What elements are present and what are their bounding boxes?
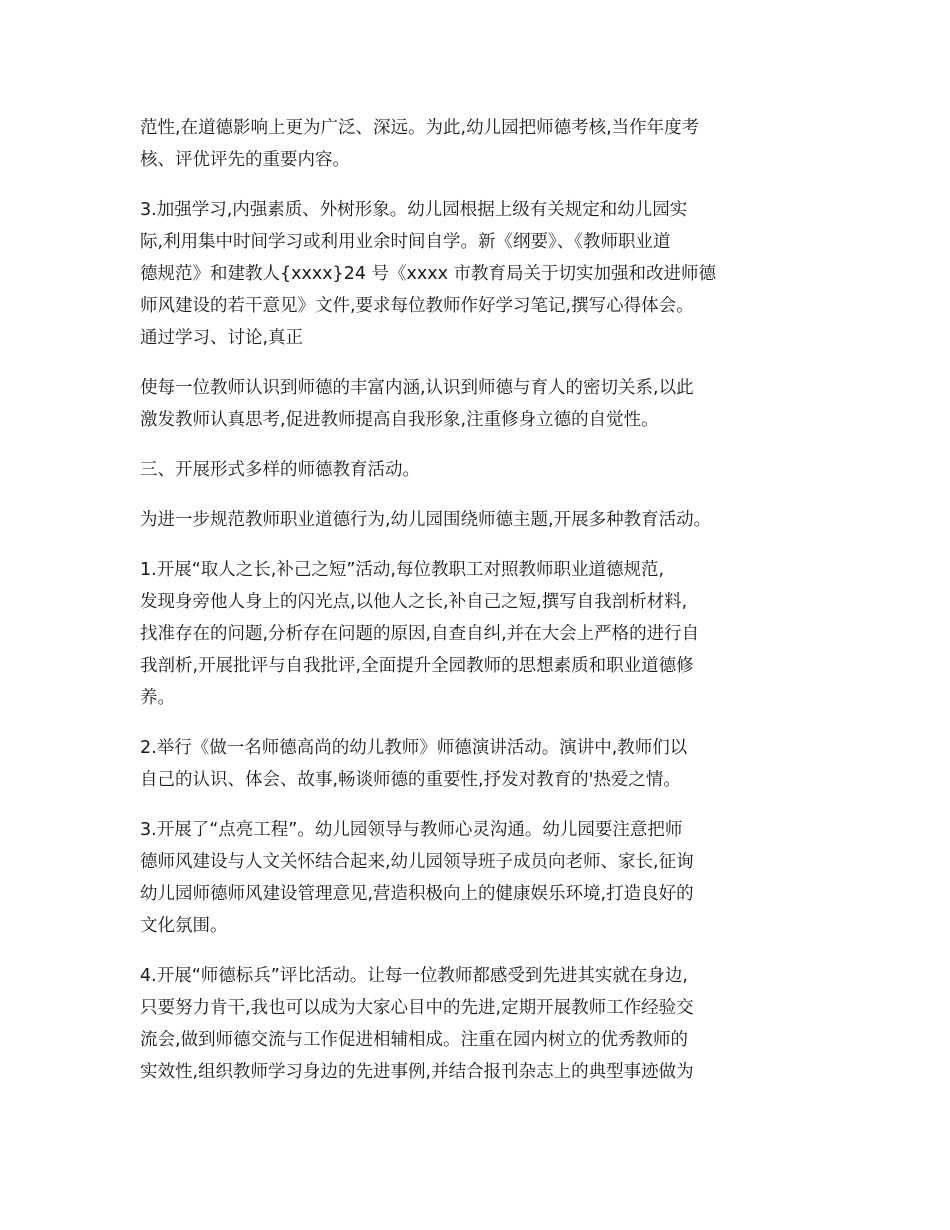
text-line: 流会,做到师德交流与工作促进相辅相成。注重在园内树立的优秀教师的: [140, 1030, 689, 1050]
paragraph: [140, 194, 812, 354]
paragraph: [140, 372, 812, 436]
text-line: 德规范》和建教人{xxxx}24 号《xxxx 市教育局关于切实加强和改进师德: [140, 264, 717, 284]
text-line: 我剖析,开展批评与自我批评,全面提升全园教师的思想素质和职业道德修: [140, 656, 694, 676]
text-line: 核、评优评先的重要内容。: [140, 150, 350, 170]
text-line: 只要努力肯干,我也可以成为大家心目中的先进,定期开展教师工作经验交: [140, 998, 694, 1018]
text-line: 际,利用集中时间学习或利用业余时间自学。新《纲要》、《教师职业道: [140, 232, 671, 252]
paragraph: [140, 454, 812, 486]
text-line: 3.开展了“点亮工程”。幼儿园领导与教师心灵沟通。幼儿园要注意把师: [140, 820, 683, 840]
document-body: [140, 112, 812, 1106]
text-line: 德师风建设与人文关怀结合起来,幼儿园领导班子成员向老师、家长,征询: [140, 852, 694, 872]
text-line: 3.加强学习,内强素质、外树形象。幼儿园根据上级有关规定和幼儿园实: [140, 200, 688, 220]
text-line: 文化氛围。: [140, 916, 228, 936]
text-line: 2.举行《做一名师德高尚的幼儿教师》师德演讲活动。演讲中,教师们以: [140, 738, 688, 758]
text-line: 三、开展形式多样的师德教育活动。: [140, 460, 420, 480]
text-line: 师风建设的若干意见》文件,要求每位教师作好学习笔记,撰写心得体会。: [140, 296, 694, 316]
text-line: 发现身旁他人身上的闪光点,以他人之长,补自己之短,撰写自我剖析材料,: [140, 592, 688, 612]
text-line: 幼儿园师德师风建设管理意见,营造积极向上的健康娱乐环境,打造良好的: [140, 884, 694, 904]
text-line: 范性,在道德影响上更为广泛、深远。为此,幼儿园把师德考核,当作年度考: [140, 118, 700, 138]
paragraph: [140, 960, 812, 1088]
text-line: 自己的认识、体会、故事,畅谈师德的重要性,抒发对教育的'热爱之情。: [140, 770, 681, 790]
text-line: 4.开展“师德标兵”评比活动。让每一位教师都感受到先进其实就在身边,: [140, 966, 688, 986]
text-line: 为进一步规范教师职业道德行为,幼儿园围绕师德主题,开展多种教育活动。: [140, 510, 712, 530]
paragraph: [140, 732, 812, 796]
text-line: 实效性,组织教师学习身边的先进事例,并结合报刊杂志上的典型事迹做为: [140, 1062, 694, 1082]
paragraph: [140, 554, 812, 714]
text-line: 1.开展“取人之长,补己之短”活动,每位教职工对照教师职业道德规范,: [140, 560, 665, 580]
text-line: 使每一位教师认识到师德的丰富内涵,认识到师德与育人的密切关系,以此: [140, 378, 694, 398]
text-line: 找准存在的问题,分析存在问题的原因,自查自纠,并在大会上严格的进行自: [140, 624, 700, 644]
paragraph: [140, 814, 812, 942]
text-line: 激发教师认真思考,促进教师提高自我形象,注重修身立德的自觉性。: [140, 410, 659, 430]
paragraph: [140, 112, 812, 176]
text-line: 养。: [140, 688, 175, 708]
paragraph: [140, 504, 812, 536]
text-line: 通过学习、讨论,真正: [140, 328, 304, 348]
